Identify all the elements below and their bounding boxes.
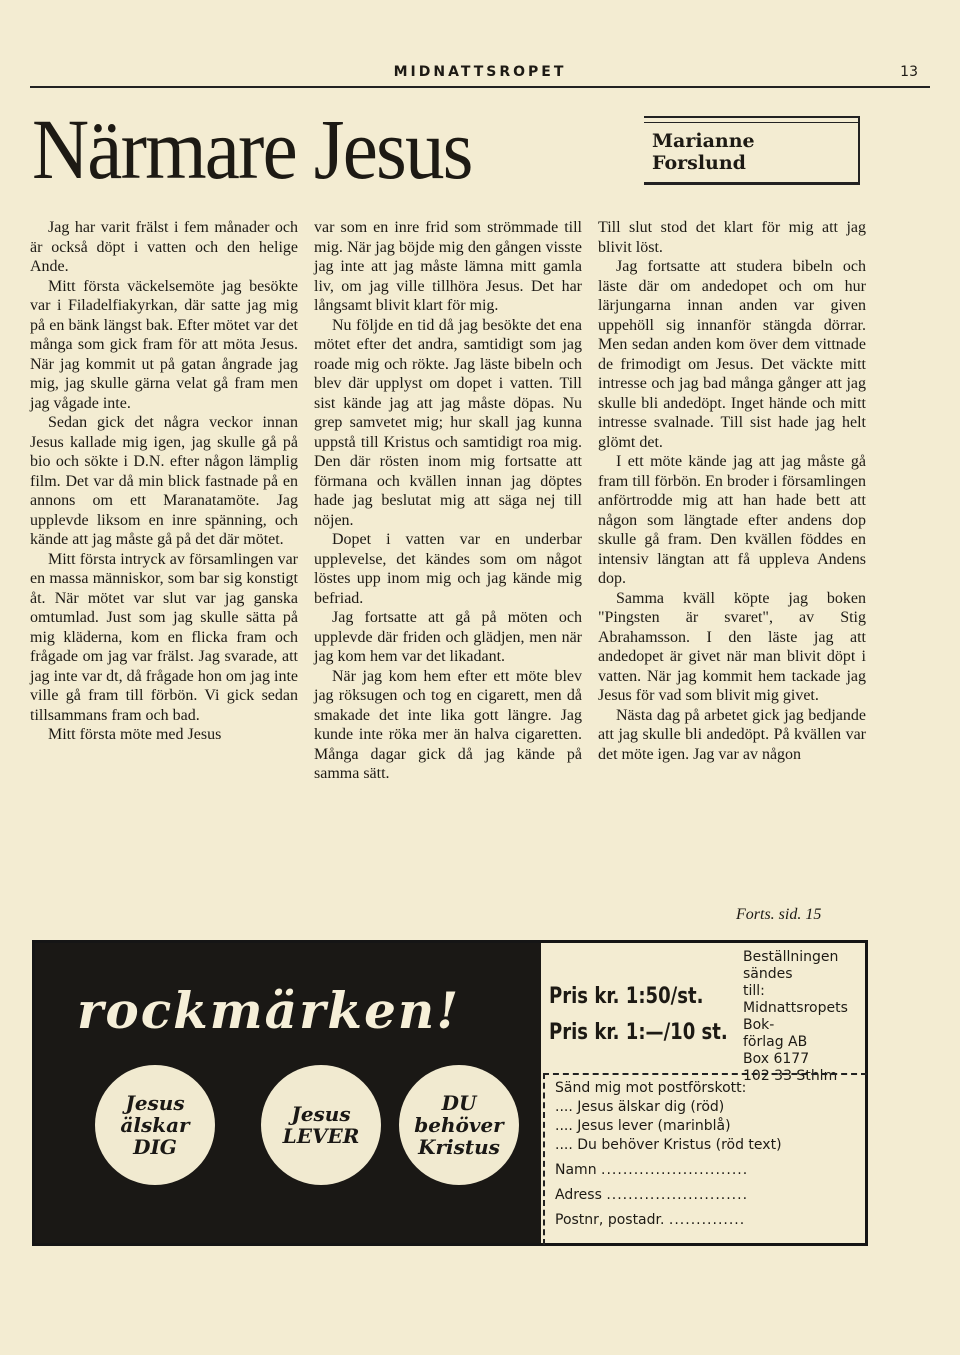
badge-du-behover-kristus xyxy=(399,1065,519,1185)
paragraph: Till slut stod det klart för mig att jag blivit löst. xyxy=(598,219,866,256)
article-column-3 xyxy=(598,218,866,764)
paragraph: Nästa dag på arbetet gick jag bedjande att jag skulle bli andedöpt. På kvällen var det möte igen. Jag var av någon xyxy=(598,706,866,763)
article-column-1 xyxy=(30,218,298,745)
badge-text: DU behöver Kristus xyxy=(414,1091,504,1159)
byline-last-name: Forslund xyxy=(652,152,746,174)
article-column-2 xyxy=(314,218,582,784)
badge-jesus-alskar-dig xyxy=(95,1065,215,1185)
price-single: Pris kr. 1:50/st. xyxy=(549,984,704,1009)
badge-text: Jesus älskar DIG xyxy=(120,1091,190,1159)
continuation-note: Forts. sid. 15 xyxy=(736,906,822,923)
order-line: till: Midnattsropets Bok- xyxy=(743,983,848,1033)
paragraph: Mitt första väckelsemöte jag besökte var i Filadelfiakyrkan, där satte jag mig på en bänk längst bak. Efter mötet var det många som gick fram för att möta Jesus. När jag kommit ut på gatan ångrade jag mig, jag skulle gärna velat gå fram men jag vågade inte. xyxy=(30,277,298,412)
order-form xyxy=(555,1079,855,1230)
advertisement xyxy=(32,940,868,1246)
address-field[interactable] xyxy=(555,1186,855,1205)
byline-first-name: Marianne xyxy=(652,130,755,152)
paragraph: Nu följde en tid då jag besökte det ena mötet efter det andra, samtidigt som jag roade mig och rökte. Jag läste bibeln och blev där upplyst om dopet i vatten. Till sist kände jag att jag måste döpas. Nu grep samvetet mig; hur skall jag kunna uppstå till Kristus och samtidigt roa mig. Den där rösten inom mig fortsatte att förmana och kvällen innan jag döptes hade jag beslutat mig att säga nej till nöjen. xyxy=(314,316,582,529)
name-field[interactable] xyxy=(555,1161,855,1180)
order-option-jesus-lever[interactable]: .... Jesus lever (marinblå) xyxy=(555,1118,731,1134)
badge-jesus-lever xyxy=(261,1065,381,1185)
page-number: 13 xyxy=(900,64,918,80)
paragraph: Mitt första intryck av församlingen var en massa människor, som bar sig konstigt åt. När mötet var slut var jag ganska omtumlad. Just som jag skulle sätta på mig kläderna, kom en flicka fram och frågade om jag var frälst. Jag svarade, att jag inte var dt, då frågade hon om jag inte ville gå fram till förbön. Vi gick sedan tillsammans fram och bad. xyxy=(30,550,298,724)
ad-artwork-panel xyxy=(35,943,541,1243)
postcode-field-line[interactable]: .............. xyxy=(668,1212,746,1228)
order-line: förlag AB xyxy=(743,1034,808,1050)
paragraph: När jag kom hem efter ett möte blev jag röksugen och tog en cigarett, men då smakade det inte lika gott längre. Jag kunde inte röka mer än halva cigaretten. Många dagar gick då jag kände på samma sätt. xyxy=(314,667,582,782)
order-option-jesus-alskar-dig[interactable]: .... Jesus älskar dig (röd) xyxy=(555,1099,725,1115)
paragraph: Jag fortsatte att studera bibeln och läste där om andedopet och om hur lärjungarna innan anden var given uppehöll sig innanför stängda dörrar. Men sedan anden kom över dem vittnade de frimodigt om Jesus. Det väckte mitt intresse och jag bad många gånger att jag skulle bli andedöpt. Inget hände och mitt intresse svalnade. Till sist hade jag helt glömt det. xyxy=(598,258,866,451)
paragraph: Jag har varit frälst i fem månader och är också döpt i vatten och den helige Ande. xyxy=(30,219,298,275)
byline xyxy=(652,130,755,174)
page-header xyxy=(30,62,930,88)
badge-text: Jesus LEVER xyxy=(282,1102,360,1148)
running-title: MIDNATTSROPET xyxy=(393,64,567,80)
paragraph: Sedan gick det några veckor innan Jesus kallade mig igen, jag skulle gå på bio och sökte i D.N. efter någon lämplig film. Det var då min blick fastnade på en annons om ett Maranatamöte. Jag upplevde liksom en inre spänning, och kände att jag måste gå på det där mötet. xyxy=(30,414,298,548)
order-line: 102 33 Sthlm xyxy=(743,1068,838,1084)
paragraph: I ett möte kände jag att jag måste gå fram till förbön. En broder i församlingen anförtrodde mig att han hade bett att någon som längtade efter andens dop skulle gå fram. Den kvällen föddes en intensiv längtan att få uppleva Andens dop. xyxy=(598,453,866,587)
byline-rule xyxy=(644,122,858,123)
order-form-intro: Sänd mig mot postförskott: xyxy=(555,1080,747,1096)
name-field-line[interactable]: ........................... xyxy=(601,1162,749,1178)
postcode-field[interactable] xyxy=(555,1211,855,1230)
address-field-line[interactable]: .......................... xyxy=(606,1187,749,1203)
byline-box xyxy=(644,116,860,185)
paragraph: Dopet i vatten var en underbar upplevelse, det kändes som om något löstes upp inom mig och jag kände mig befriad. xyxy=(314,531,582,607)
price-list xyxy=(549,979,728,1051)
price-ten: Pris kr. 1:—/10 st. xyxy=(549,1020,728,1045)
article-headline: Närmare Jesus xyxy=(32,101,472,197)
ad-title: rockmärken! xyxy=(77,981,461,1040)
paragraph: Jag fortsatte att gå på möten och upplevde där friden och glädjen, men när jag kom hem var det likadant. xyxy=(314,609,582,665)
paragraph: Samma kväll köpte jag boken "Pingsten är svaret", av Stig Abrahamsson. I den läste jag att andedopet är givet när man blivit döpt i vatten. När jag kommit hem tackade jag Jesus för vad som blivit mig givet. xyxy=(598,589,866,704)
paragraph: Mitt första möte med Jesus xyxy=(48,726,222,743)
order-option-du-behover-kristus[interactable]: .... Du behöver Kristus (röd text) xyxy=(555,1137,782,1153)
address-field-label: Adress xyxy=(555,1187,602,1203)
order-line: Beställningen sändes xyxy=(743,949,839,982)
paragraph: var som en inre frid som strömmade till mig. När jag böjde mig den gången visste jag inte att jag måste lämna mitt gamla liv, om jag ville tillhöra Jesus. Det har långsamt blivit klart för mig. xyxy=(314,219,582,314)
name-field-label: Namn xyxy=(555,1162,597,1178)
order-address xyxy=(743,949,859,1085)
order-line: Box 6177 xyxy=(743,1051,810,1067)
postcode-field-label: Postnr, postadr. xyxy=(555,1212,665,1228)
